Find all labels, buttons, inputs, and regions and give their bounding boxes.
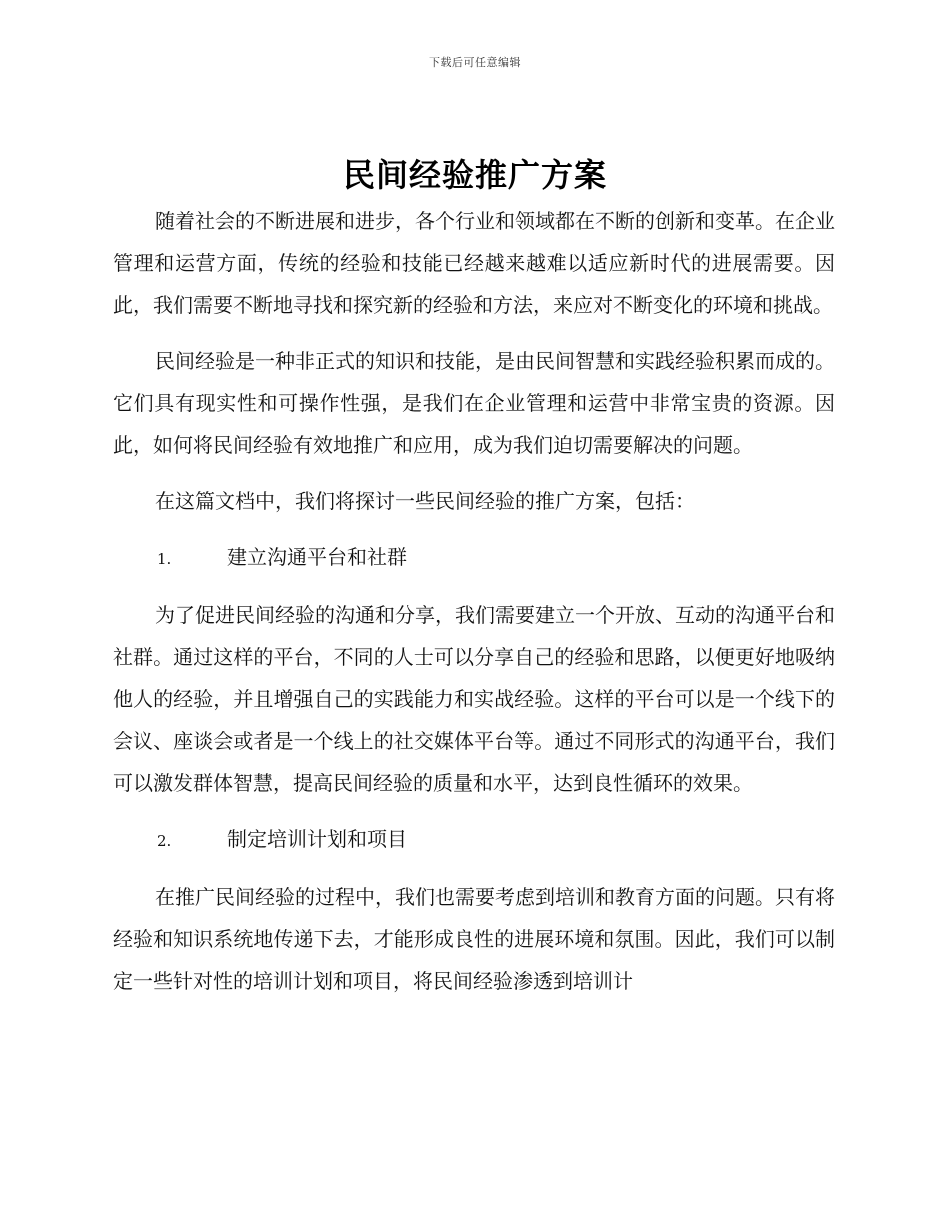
header-note: 下载后可任意编辑: [429, 56, 521, 69]
list-number: 2.: [157, 832, 172, 850]
paragraph-definition: 民间经验是一种非正式的知识和技能，是由民间智慧和实践经验积累而成的。它们具有现实性和可操作性强，是我们在企业管理和运营中非常宝贵的资源。因此，如何将民间经验有效地推广和应用，成为我们迫切需要解决的问题。: [113, 349, 835, 457]
list-item-2: [113, 818, 835, 862]
list-heading: 制定培训计划和项目: [227, 827, 407, 851]
paragraph-intro: 随着社会的不断进展和进步，各个行业和领域都在不断的创新和变革。在企业管理和运营方面，传统的经验和技能已经越来越难以适应新时代的进展需要。因此，我们需要不断地寻找和探究新的经验和方法，来应对不断变化的环境和挑战。: [113, 209, 835, 317]
list-item-1: [113, 536, 835, 580]
list-heading: 建立沟通平台和社群: [227, 545, 407, 569]
paragraph-platform: 为了促进民间经验的沟通和分享，我们需要建立一个开放、互动的沟通平台和社群。通过这样的平台，不同的人士可以分享自己的经验和思路，以便更好地吸纳他人的经验，并且增强自己的实践能力和实战经验。这样的平台可以是一个线下的会议、座谈会或者是一个线上的社交媒体平台等。通过不同形式的沟通平台，我们可以激发群体智慧，提高民间经验的质量和水平，达到良性循环的效果。: [113, 603, 835, 795]
document-body: [113, 200, 835, 1016]
paragraph-training: 在推广民间经验的过程中，我们也需要考虑到培训和教育方面的问题。只有将经验和知识系统地传递下去，才能形成良性的进展环境和氛围。因此，我们可以制定一些针对性的培训计划和项目，将民间经验渗透到培训计: [113, 885, 835, 993]
document-title: 民间经验推广方案: [342, 156, 607, 194]
list-number: 1.: [157, 550, 172, 568]
paragraph-overview: 在这篇文档中，我们将探讨一些民间经验的推广方案，包括：: [155, 489, 695, 513]
